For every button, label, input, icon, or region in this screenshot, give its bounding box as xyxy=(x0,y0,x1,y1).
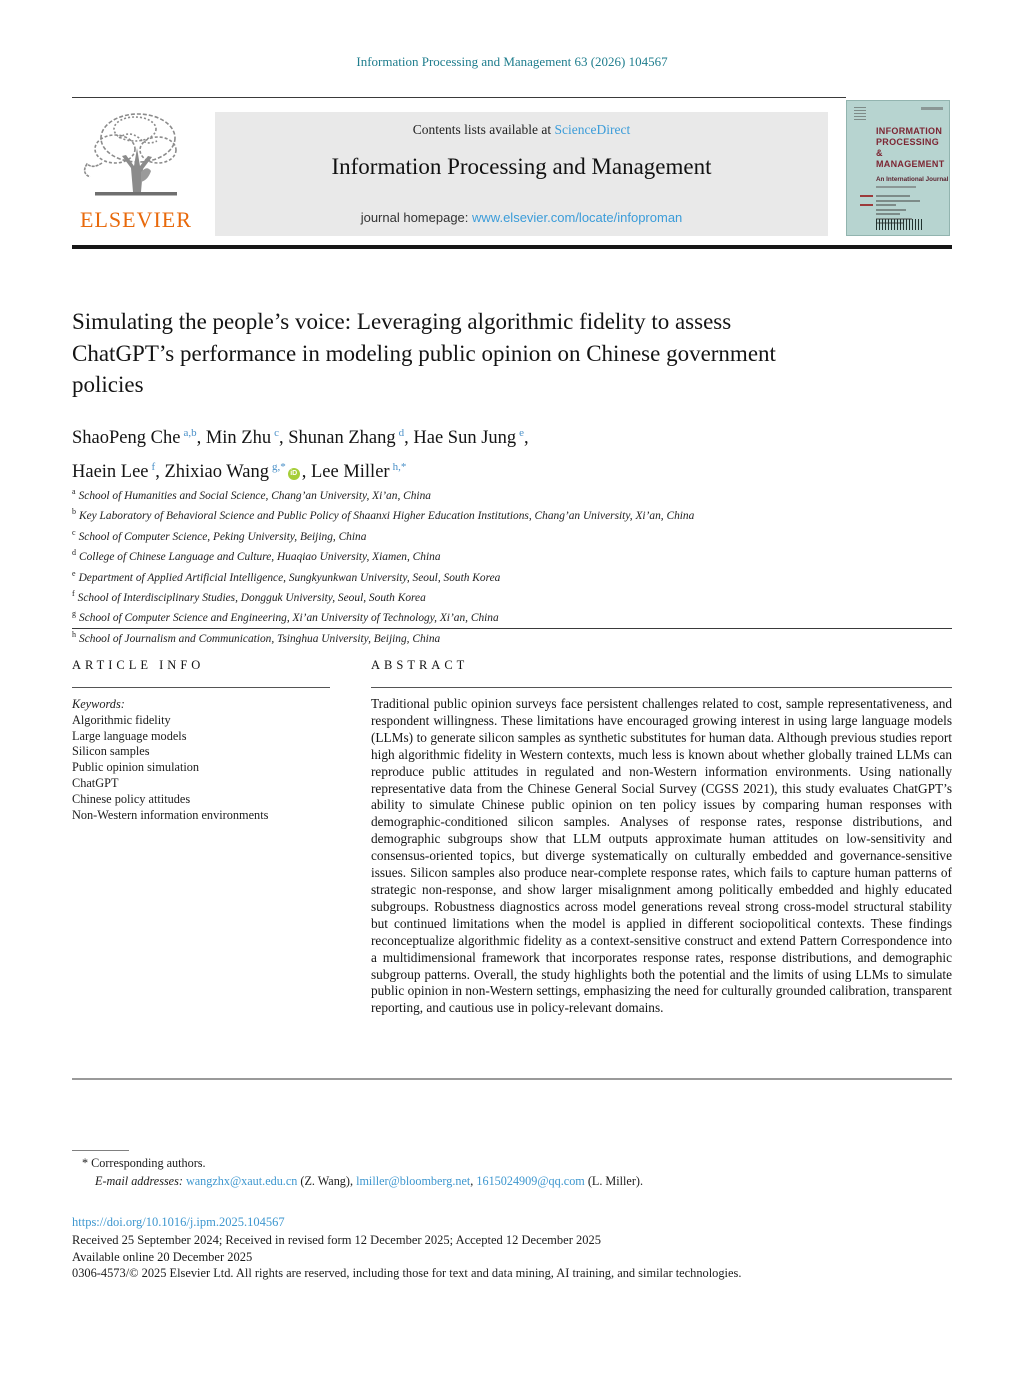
article-info-rule xyxy=(72,687,330,688)
email-after: (Z. Wang), xyxy=(297,1174,357,1188)
affiliation-item xyxy=(72,545,932,565)
author-superscript: f xyxy=(151,461,156,474)
affiliation-item xyxy=(72,566,932,586)
keyword-item: Public opinion simulation xyxy=(72,760,200,775)
affiliation-superscript: d xyxy=(72,548,76,558)
affiliation-list xyxy=(72,484,932,647)
contents-line-prefix: Contents lists available at xyxy=(412,122,555,137)
affiliation-item xyxy=(72,606,932,626)
author-name: Hae Sun Jung xyxy=(413,428,517,449)
affiliation-item xyxy=(72,586,932,606)
author-separator: , xyxy=(155,462,165,483)
author-superscript: a,b xyxy=(183,427,197,439)
affiliation-superscript: g xyxy=(72,609,76,619)
affiliation-text: School of Humanities and Social Science, Chang’an University, Xi’an, China xyxy=(78,489,431,502)
author-separator: , xyxy=(196,428,206,449)
homepage-line xyxy=(215,210,828,225)
affiliation-superscript: a xyxy=(72,487,76,496)
author xyxy=(72,428,206,448)
received-line: Received 25 September 2024; Received in revised form 12 December 2025; Accepted 12 December 2025 xyxy=(72,1233,601,1247)
journal-title: Information Processing and Management xyxy=(331,154,712,179)
author-list xyxy=(72,419,812,487)
journal-citation: Information Processing and Management 63 (2026) 104567 xyxy=(356,54,668,69)
doi-link[interactable]: https://doi.org/10.1016/j.ipm.2025.104567 xyxy=(72,1215,285,1229)
article-info-heading: ARTICLE INFO xyxy=(72,658,205,672)
email-after: (L. Miller). xyxy=(584,1174,643,1188)
keyword-item: ChatGPT xyxy=(72,775,119,790)
affiliation-item xyxy=(72,627,932,647)
author-superscript: d xyxy=(398,427,405,439)
author-separator: , xyxy=(301,462,311,483)
author-superscript: c xyxy=(274,427,279,439)
email-link[interactable]: wangzhx@xaut.edu.cn xyxy=(185,1174,298,1188)
author-superscript: e xyxy=(519,427,525,439)
homepage-label: journal homepage: xyxy=(360,210,473,225)
footnote-text: Corresponding authors. xyxy=(88,1156,206,1170)
cover-barcode xyxy=(876,219,922,230)
sciencedirect-link[interactable]: ScienceDirect xyxy=(554,122,631,137)
keyword-item: Chinese policy attitudes xyxy=(72,791,191,806)
author-line-1 xyxy=(72,419,812,453)
author-line-2 xyxy=(72,453,812,487)
orcid-icon[interactable]: iD xyxy=(288,468,300,480)
affiliation-item xyxy=(72,484,932,504)
contents-line xyxy=(215,122,828,138)
author-separator: , xyxy=(404,428,414,449)
email-link[interactable]: 1615024909@qq.com xyxy=(476,1174,585,1188)
keyword-item: Large language models xyxy=(72,728,187,743)
affiliation-text: Department of Applied Artificial Intelligence, Sungkyunkwan University, Seoul, South Korea xyxy=(78,571,501,584)
author-superscript: h,* xyxy=(392,461,407,474)
author xyxy=(206,428,288,448)
author-name: Haein Lee xyxy=(72,462,149,483)
affiliation-superscript: c xyxy=(72,527,76,537)
author-separator: , xyxy=(278,428,289,449)
author-name: ShaoPeng Che xyxy=(72,428,181,449)
available-online-line: Available online 20 December 2025 xyxy=(72,1250,253,1264)
author-name: Min Zhu xyxy=(205,428,272,449)
affiliation-item xyxy=(72,525,932,545)
author xyxy=(72,462,164,482)
affiliation-superscript: f xyxy=(72,588,75,598)
keyword-item: Algorithmic fidelity xyxy=(72,712,171,727)
affiliation-superscript: h xyxy=(72,629,76,639)
affiliation-text: School of Computer Science, Peking University, Beijing, China xyxy=(78,530,367,543)
journal-cover-thumbnail xyxy=(846,100,950,236)
email-addresses-line xyxy=(95,1174,955,1189)
affiliation-text: School of Journalism and Communication, Tsinghua University, Beijing, China xyxy=(79,632,441,645)
elsevier-wordmark: ELSEVIER xyxy=(80,207,192,232)
email-after: , xyxy=(470,1174,477,1188)
elsevier-logo xyxy=(70,108,202,238)
cover-subtitle: An International Journal xyxy=(876,176,949,183)
author xyxy=(311,462,406,482)
affiliation-text: College of Chinese Language and Culture, Huaqiao University, Xiamen, China xyxy=(79,550,441,563)
abstract-text: Traditional public opinion surveys face persistent challenges related to cost, sample representativeness, and respondent willingness. These limitations have encouraged growing interest in using large language models (LLMs) to generate silicon samples as synthetic substitutes for human data. Although previous studies report high algorithmic fidelity in Western contexts, much less is known about whether globally trained LLMs can reproduce public attitudes in regulated and non-Western information environments. Using nationally representative data from the Chinese General Social Survey (CGSS 2021), this study evaluates ChatGPT’s ability to simulate Chinese public opinion on ten policy issues by comparing human responses with demographic-conditioned silicon samples. Analyses of response rates, response distributions, and demographic subgroups show that LLM outputs approximate human attitudes on low-sensitivity and consensus-oriented topics, but diverge systematically on culturally embedded and governance-sensitive issues. Silicon samples also produce near-complete response rates, which fails to capture human patterns of strategic non-response, and show larger misalignment among politically embedded and highly educated subgroups. Robustness diagnostics across model generations reveal strong cross-model structural stability but continued limitations when the model is applied in different sociopolitical contexts. These findings reconceptualize algorithmic fidelity as a context-sensitive construct and extend Pattern Correspondence into a multidimensional framework that incorporates response rates, response distributions, and demographic subgroup patterns. Overall, the study highlights both the potential and the limits of using LLMs to simulate public opinion in non-Western settings, emphasizing the need for culturally grounded calibration, transparent reporting, and cautious use in policy-relevant domains. xyxy=(371,696,952,1016)
header-rule-top xyxy=(72,97,846,98)
footnote-star: * xyxy=(82,1156,89,1170)
keywords-block xyxy=(72,697,342,823)
cover-logo-icon xyxy=(854,107,866,120)
affiliation-text: Key Laboratory of Behavioral Science and Public Policy of Shaanxi Higher Education Institutions, Chang’an University, Xi’an, China xyxy=(79,510,695,523)
journal-masthead xyxy=(215,112,828,236)
author xyxy=(413,428,528,448)
cover-title: INFORMATION PROCESSING & MANAGEMENT xyxy=(876,126,945,169)
corresponding-authors-note xyxy=(82,1156,942,1171)
affiliation-text: School of Computer Science and Engineering, Xi’an University of Technology, Xi’an, China xyxy=(79,612,499,625)
homepage-link[interactable]: www.elsevier.com/locate/infoproman xyxy=(472,210,683,225)
keywords-label: Keywords: xyxy=(72,697,125,711)
keyword-item: Non-Western information environments xyxy=(72,807,269,822)
abstract-heading: ABSTRACT xyxy=(371,658,469,672)
abstract-rule xyxy=(371,687,952,688)
doi-line xyxy=(72,1215,285,1230)
author-name: Lee Miller xyxy=(310,462,390,483)
keyword-item: Silicon samples xyxy=(72,744,150,759)
affiliation-superscript: b xyxy=(72,507,76,517)
author xyxy=(164,462,311,482)
elsevier-tree-icon xyxy=(70,108,202,206)
author-name: Zhixiao Wang xyxy=(164,462,269,483)
affiliation-text: School of Interdisciplinary Studies, Dongguk University, Seoul, South Korea xyxy=(77,591,426,604)
cover-issn-bar xyxy=(921,107,943,110)
cover-fineprint-bar xyxy=(876,186,916,188)
copyright-line: 0306-4573/© 2025 Elsevier Ltd. All rights are reserved, including those for text and data mining, AI training, and similar technologies. xyxy=(72,1266,742,1280)
author-name: Shunan Zhang xyxy=(288,428,396,449)
author xyxy=(288,428,413,448)
email-label: E-mail addresses: xyxy=(95,1174,186,1188)
author-superscript: g,* xyxy=(271,461,286,474)
author-separator: , xyxy=(524,428,529,449)
divider-mid xyxy=(72,628,952,629)
affiliation-superscript: e xyxy=(72,568,76,578)
email-link[interactable]: lmiller@bloomberg.net xyxy=(356,1174,471,1188)
footnote-divider xyxy=(72,1150,129,1151)
affiliation-item xyxy=(72,504,932,524)
article-title: Simulating the people’s voice: Leveraging algorithmic fidelity to assess ChatGPT’s performance in modeling public opinion on Chinese government policies xyxy=(72,309,776,397)
divider-abstract-bottom xyxy=(72,1078,952,1080)
header-rule-thick xyxy=(72,245,952,249)
